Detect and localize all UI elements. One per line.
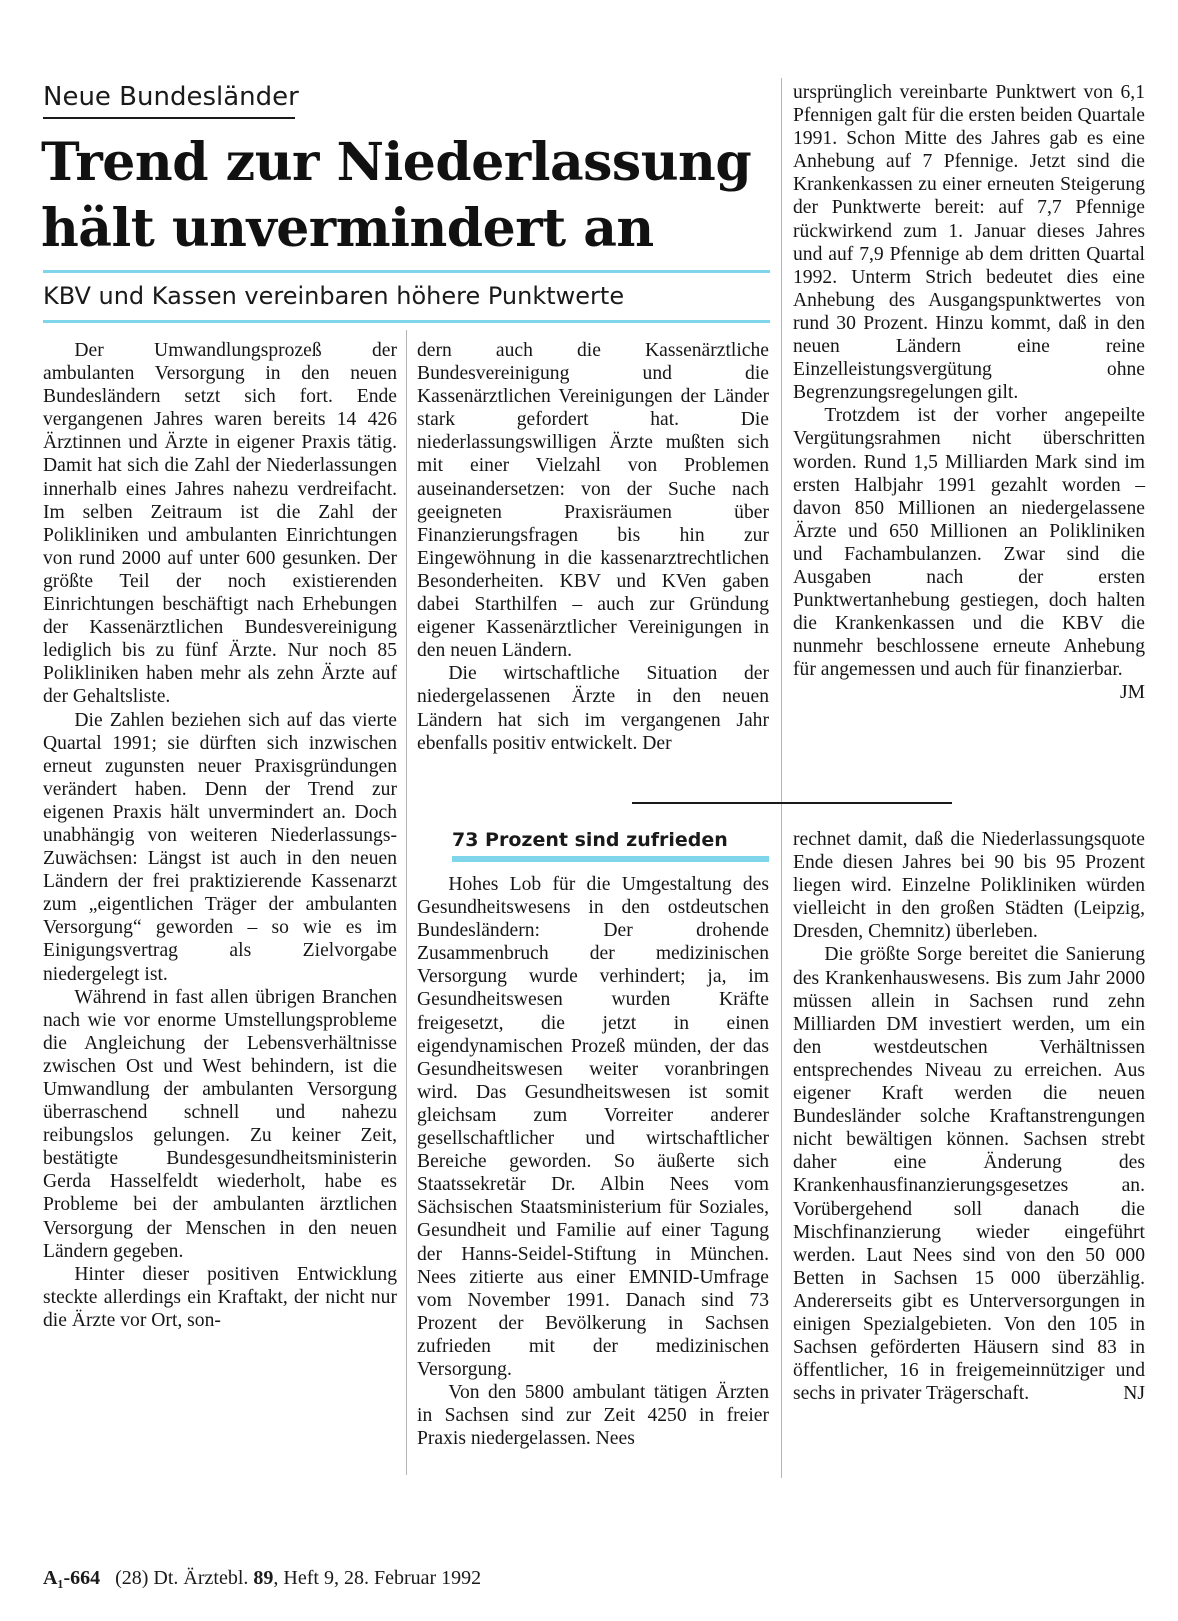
article-1-paragraph: Der Umwandlungsprozeß der ambulanten Versorgung in den neuen Bundesländern setzt sich fort. Ende vergangenen Jahres waren bereits 14 426 Ärztinnen und Ärzte in eigener Praxis tätig. Damit hat sich die Zahl der Niederlassungen innerhalb eines Jahres nahezu verdreifacht. Im selben Zeitraum ist die Zahl der Polikliniken und ambulanten Einrichtungen von rund 2000 auf unter 600 gesunken. Der größte Teil der noch existierenden Einrichtungen beschäftigt nach Erhebungen der Kassenärztlichen Bundesvereinigung lediglich bis zu fünf Ärzte. Nur noch 85 Polikliniken haben mehr als zehn Ärzte auf der Gehaltsliste. bbox=[43, 340, 397, 708]
headline-line-2: hält unvermindert an bbox=[41, 198, 654, 259]
article-2-paragraph: Hohes Lob für die Umgestaltung des Gesundheitswesens in den ostdeutschen Bundesländern: Der drohende Zusammenbruch der medizinischen Versorgung wurde verhindert; ja, im Gesundheitswesen wurden Kräfte freigesetzt, die jetzt in einen eigendynamischen Prozeß münden, der das Gesundheitswesen weiter voranbringen wird. Das Gesundheitswesen ist somit gleichsam zum Vorreiter anderer gesellschaftlicher und wirtschaftlicher Bereiche geworden. So äußerte sich Staatssekretär Dr. Albin Nees vom Sächsischen Staatsministerium für Soziales, Gesundheit und Familie auf einer Tagung der Hanns-Seidel-Stiftung in München. Nees zitierte aus einer EMNID-Umfrage vom November 1991. Danach sind 73 Prozent der Bevölkerung in Sachsen zufrieden mit der medizinischen Versorgung. bbox=[417, 874, 769, 1380]
article-2-paragraph bbox=[793, 943, 1145, 1405]
article-2-column-2 bbox=[417, 873, 769, 1450]
subheadline: KBV und Kassen vereinbaren höhere Punktwerte bbox=[43, 282, 625, 310]
article-2-paragraph-text: Die größte Sorge bereitet die Sanierung des Krankenhauswesens. Bis zum Jahr 2000 müssen allein in Sachsen rund zehn Milliarden DM investiert werden, um ein den westdeutschen Verhältnissen entsprechendes Niveau zu erreichen. Aus eigener Kraft werden die neuen Bundesländer solche Kraftanstrengungen nicht bewältigen können. Sachsen strebt daher eine Änderung des Krankenhausfinanzierungsgesetzes an. Vorübergehend soll danach die Mischfinanzierung wieder eingeführt werden. Laut Nees sind von den 50 000 Betten in Sachsen 15 000 überzählig. Andererseits gibt es Unterversorgungen in einigen Spezialgebieten. Von den 105 in Sachsen geförderten Häusern sind 83 in öffentlicher, 16 in freigemeinnütziger und sechs in privater Trägerschaft. bbox=[793, 944, 1145, 1405]
article-2-column-3 bbox=[793, 828, 1145, 1405]
article-2-paragraph: Von den 5800 ambulant tätigen Ärzten in Sachsen sind zur Zeit 4250 in freier Praxis niedergelassen. Nees bbox=[417, 1382, 769, 1450]
column-divider-1 bbox=[406, 330, 407, 1475]
citation-suffix: , Heft 9, 28. Februar 1992 bbox=[273, 1567, 482, 1589]
kicker-underline bbox=[43, 117, 295, 119]
volume-number: 89 bbox=[253, 1567, 274, 1589]
headline bbox=[41, 130, 781, 262]
article-2-heading: 73 Prozent sind zufrieden bbox=[452, 829, 728, 851]
article-1-column-2 bbox=[417, 339, 769, 755]
article-1-paragraph: ursprünglich vereinbarte Punktwert von 6,1 Pfennigen galt für die ersten beiden Quartale 1991. Schon Mitte des Jahres gab es eine Anhebung auf 7 Pfennige. Jetzt sind die Krankenkassen zu einer erneuten Steigerung der Punktwerte bereit: auf 7,7 Pfennige rückwirkend zum 1. Januar dieses Jahres und auf 7,9 Pfennige ab dem dritten Quartal 1992. Unterm Strich bedeutet dies eine Anhebung des Ausgangspunktwertes von rund 30 Prozent. Hinzu kommt, daß in den neuen Ländern eine reine Einzelleistungsvergütung ohne Begrenzungsregelungen gilt. bbox=[793, 82, 1145, 404]
article-1-paragraph: Die wirtschaftliche Situation der niedergelassenen Ärzte in den neuen Ländern hat sich im vergangenen Jahr ebenfalls positiv entwickelt. Der bbox=[417, 663, 769, 754]
column-divider-2 bbox=[781, 78, 782, 1478]
article-1-paragraph-text: Trotzdem ist der vorher angepeilte Vergütungsrahmen nicht überschritten worden. Rund 1,5 Milliarden Mark sind im ersten Halbjahr 1991 gezahlt worden – davon 850 Millionen an niedergelassene Ärzte und 650 Millionen an Polikliniken und Fachambulanzen. Zwar sind die Ausgaben nach der ersten Punktwertanhebung gestiegen, doch halten die Krankenkassen und die KBV die nunmehr beschlossene erneute Anhebung für angemessen und auch für finanzierbar. bbox=[793, 405, 1145, 681]
article-2-heading-bar bbox=[452, 856, 769, 862]
author-signature: NJ bbox=[1123, 1383, 1145, 1405]
author-signature: JM bbox=[1119, 682, 1145, 704]
article-1-column-1 bbox=[43, 339, 397, 1332]
section-kicker: Neue Bundesländer bbox=[43, 82, 299, 112]
page-footer bbox=[43, 1566, 481, 1590]
article-1-paragraph: dern auch die Kassenärztliche Bundesvereinigung und die Kassenärztlichen Vereinigungen der Länder stark gefordert hat. Die niederlassungswilligen Ärzte mußten sich mit einer Vielzahl von Problemen auseinandersetzen: von der Suche nach geeigneten Praxisräumen über Finanzierungsfragen bis hin zur Eingewöhnung in die kassenarztrechtlichen Besonderheiten. KBV und KVen gaben dabei Starthilfen – auch zur Gründung eigener Kassenärztlicher Vereinigungen in den neuen Ländern. bbox=[417, 340, 769, 662]
citation-prefix: (28) Dt. Ärztebl. bbox=[115, 1567, 249, 1589]
headline-line-1: Trend zur Niederlassung bbox=[41, 132, 752, 193]
article-separator bbox=[632, 802, 952, 804]
article-1-paragraph: Hinter dieser positiven Entwicklung steckte allerdings ein Kraftakt, der nicht nur die Ärzte vor Ort, son- bbox=[43, 1263, 397, 1331]
page-code: A₁-664 bbox=[43, 1567, 101, 1589]
accent-rule-top bbox=[43, 270, 770, 273]
article-2-paragraph: rechnet damit, daß die Niederlassungsquote Ende diesen Jahres bei 90 bis 95 Prozent liegen wird. Einzelne Polikliniken würden vielleicht in den großen Städten (Leipzig, Dresden, Chemnitz) überleben. bbox=[793, 829, 1145, 943]
accent-rule-bottom bbox=[43, 320, 770, 323]
article-1-paragraph bbox=[793, 404, 1145, 704]
article-1-column-3 bbox=[793, 81, 1145, 705]
article-1-paragraph: Während in fast allen übrigen Branchen nach wie vor enorme Umstellungsprobleme die Angleichung der Lebensverhältnisse zwischen Ost und West behindern, ist die Umwandlung der ambulanten Versorgung überraschend schnell und nahezu reibungslos gelungen. Zu keiner Zeit, bestätigte Bundesgesundheitsministerin Gerda Hasselfeldt wiederholt, habe es Probleme bei der ambulanten ärztlichen Versorgung der Menschen in den neuen Ländern gegeben. bbox=[43, 986, 397, 1262]
article-1-paragraph: Die Zahlen beziehen sich auf das vierte Quartal 1991; sie dürften sich inzwischen erneut zugunsten neuer Praxisgründungen verändert haben. Denn der Trend zur eigenen Praxis hält unvermindert an. Doch unabhängig von weiteren Niederlassungs-Zuwächsen: Längst ist auch in den neuen Ländern der frei praktizierende Kassenarzt zum „eigentlichen Träger der ambulanten Versorgung“ geworden – so wie es im Einigungsvertrag als Zielvorgabe niedergelegt ist. bbox=[43, 709, 397, 985]
